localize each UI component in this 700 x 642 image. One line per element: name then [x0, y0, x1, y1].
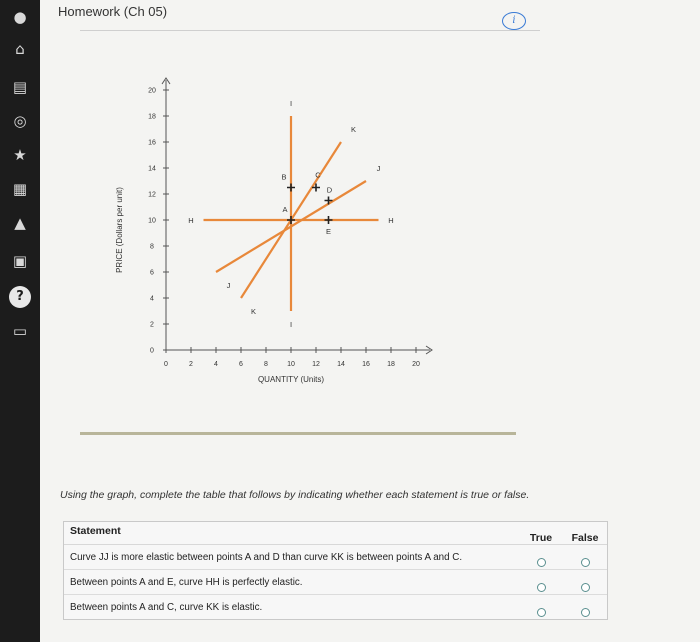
curve-label-k: K: [350, 125, 357, 134]
header-statement: Statement: [70, 525, 121, 537]
y-axis-title: PRICE (Dollars per unit): [115, 187, 124, 273]
point-marker-b: [287, 184, 295, 192]
briefcase-icon[interactable]: ▣: [12, 252, 28, 270]
curve-label-h: H: [388, 216, 394, 225]
true-radio[interactable]: [537, 583, 546, 592]
table-row: [64, 595, 607, 619]
curve-label-j: J: [226, 281, 231, 290]
statement-text: Curve JJ is more elastic between points A and D than curve KK is between points A and C.: [70, 551, 463, 563]
curve-label-i: I: [289, 99, 293, 108]
y-tick-label: 6: [150, 269, 154, 277]
grid-icon[interactable]: ▦: [12, 180, 28, 198]
x-tick-label: 10: [287, 361, 295, 368]
false-radio[interactable]: [581, 583, 590, 592]
point-label-d: D: [326, 185, 333, 195]
point-marker-e: [325, 216, 333, 224]
point-label-a: A: [282, 205, 288, 214]
curve-label-h: H: [188, 216, 194, 225]
chat-icon[interactable]: ▭: [12, 322, 28, 340]
x-tick-label: 6: [239, 361, 243, 368]
title-divider: [80, 30, 540, 31]
page-title: Homework (Ch 05): [58, 4, 168, 19]
home-icon[interactable]: ⌂: [15, 40, 25, 58]
point-label-e: E: [325, 227, 332, 236]
x-tick-label: 2: [189, 361, 193, 368]
sidebar: [0, 0, 40, 642]
statement-text: Between points A and E, curve HH is perfectly elastic.: [70, 576, 303, 588]
help-icon[interactable]: ?: [9, 286, 31, 308]
x-tick-label: 8: [264, 361, 268, 368]
y-tick-label: 12: [148, 191, 156, 199]
true-false-table: [63, 521, 608, 620]
curve-label-k: K: [250, 307, 257, 316]
y-tick-label: 4: [150, 295, 154, 303]
x-tick-label: 12: [312, 361, 320, 368]
y-tick-label: 20: [148, 87, 156, 95]
curve-label-j: J: [376, 164, 381, 173]
table-row: [64, 570, 607, 595]
point-label-b: B: [281, 172, 287, 182]
instruction-text: Using the graph, complete the table that follows by indicating whether each statement is true or false.: [60, 489, 530, 501]
true-radio[interactable]: [537, 558, 546, 567]
y-tick-label: 0: [150, 347, 154, 355]
info-icon[interactable]: i: [502, 12, 526, 30]
section-divider: [80, 432, 516, 435]
table-row: [64, 545, 607, 570]
y-tick-label: 14: [148, 165, 156, 173]
point-label-c: C: [315, 170, 321, 180]
x-tick-label: 16: [362, 361, 370, 368]
book-icon[interactable]: ▤: [12, 78, 28, 96]
x-tick-label: 14: [337, 361, 345, 368]
price-quantity-chart: [80, 70, 450, 400]
x-axis-title: QUANTITY (Units): [257, 375, 325, 384]
compass-icon[interactable]: ◎: [13, 112, 27, 130]
header-false: False: [571, 532, 599, 544]
x-tick-label: 0: [164, 361, 168, 368]
table-header: [64, 522, 607, 545]
y-tick-label: 8: [150, 243, 154, 251]
star-icon[interactable]: ★: [13, 146, 27, 164]
false-radio[interactable]: [581, 608, 590, 617]
header-true: True: [529, 532, 553, 544]
y-tick-label: 16: [148, 139, 156, 147]
curve-label-i: I: [289, 320, 293, 329]
y-tick-label: 18: [148, 113, 156, 121]
user-icon[interactable]: ●: [13, 8, 27, 26]
statement-text: Between points A and C, curve KK is elastic.: [70, 601, 263, 613]
x-tick-label: 4: [214, 361, 218, 368]
true-radio[interactable]: [537, 608, 546, 617]
main-panel: [40, 0, 700, 642]
graduation-icon[interactable]: ▲: [14, 214, 26, 232]
y-tick-label: 2: [150, 321, 154, 329]
false-radio[interactable]: [581, 558, 590, 567]
x-tick-label: 20: [412, 361, 420, 368]
x-tick-label: 18: [387, 361, 395, 368]
y-tick-label: 10: [148, 217, 156, 225]
